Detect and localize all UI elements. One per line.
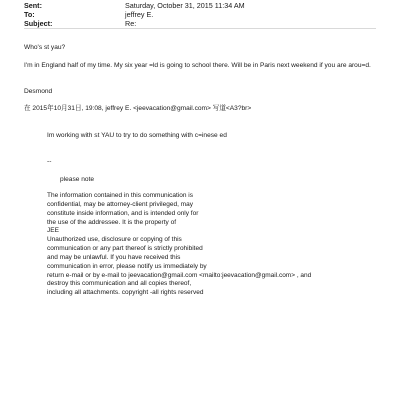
quote-line: Im working with st YAU to try to do something with c=inese ed xyxy=(47,132,227,139)
subject-row xyxy=(24,19,136,28)
body-line-1: Who's st yau? xyxy=(24,44,66,51)
please-note: please note xyxy=(60,176,95,183)
disclaimer-line: communication in error, please notify us immediately by xyxy=(47,262,207,270)
signature: Desmond xyxy=(24,88,53,95)
subject-label: Subject: xyxy=(24,19,53,28)
subject-value: Re: xyxy=(125,19,137,28)
sent-label: Sent: xyxy=(24,1,42,10)
disclaimer-line: constitute inside information, and is intended only for xyxy=(47,209,199,217)
to-value: jeffrey E. xyxy=(125,10,154,19)
disclaimer-line: including all attachments. copyright -all rights reserved xyxy=(47,289,204,297)
to-label: To: xyxy=(24,10,35,19)
disclaimer-line: Unauthorized use, disclosure or copying of this xyxy=(47,236,182,244)
disclaimer-block xyxy=(47,192,311,298)
quote-header: 在 2015年10月31日, 19:08, jeffrey E. <jeevacation@gmail.com> 写道<A3?br> xyxy=(24,105,252,112)
sent-row xyxy=(24,1,245,10)
to-row xyxy=(24,10,153,19)
disclaimer-line: destroy this communication and all copies thereof, xyxy=(47,280,192,288)
disclaimer-line: the use of the addressee. It is the property of xyxy=(47,218,176,226)
disclaimer-line: and may be unlawful. If you have received this xyxy=(47,253,181,261)
sent-value: Saturday, October 31, 2015 11:34 AM xyxy=(125,1,245,10)
disclaimer-line: The information contained in this communication is xyxy=(47,192,193,199)
disclaimer-line: confidential, may be attorney-client privileged, may xyxy=(47,200,193,208)
body-line-2: I'm in England half of my time. My six year =ld is going to school there. Will be in Paris next weekend if you are arou=d. xyxy=(24,62,371,69)
disclaimer-line: return e-mail or by e-mail to jeevacation@gmail.com <mailto:jeevacation@gmail.com> , and xyxy=(47,271,312,279)
header-divider xyxy=(24,28,376,29)
disclaimer-line: communication or any part thereof is strictly prohibited xyxy=(47,245,203,253)
separator: -- xyxy=(47,158,52,165)
disclaimer-line: JEE xyxy=(47,227,59,235)
